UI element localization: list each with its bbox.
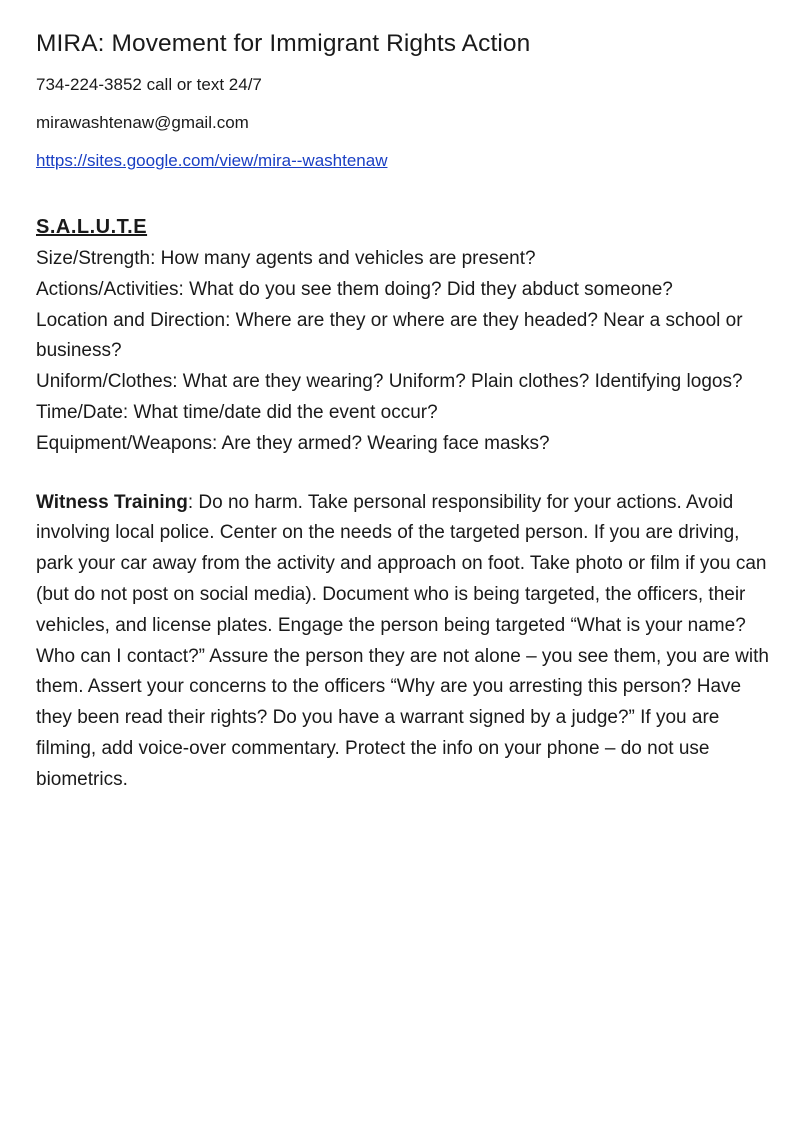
salute-item-actions: Actions/Activities: What do you see them doing? Did they abduct someone? xyxy=(36,278,673,300)
witness-training-text: : Do no harm. Take personal responsibility for your actions. Avoid involving local police. Center on the needs of the targeted person. If you are driving, park your car away from the activity and approach on foot. Take photo or film if you can (but do not post on social media). Document who is being targeted, the officers, their vehicles, and license plates. Engage the person being targeted “What is your name? Who can I contact?” Assure the person they are not alone – you see them, you are with them. Assert your concerns to the officers “Why are you arresting this person? Have they been read their rights? Do you have a warrant signed by a judge?” If you are filming, add voice-over commentary. Protect the info on your phone – do not use biometrics. xyxy=(36,491,769,790)
salute-item-equipment: Equipment/Weapons: Are they armed? Wearing face masks? xyxy=(36,432,550,454)
salute-item-uniform: Uniform/Clothes: What are they wearing? Uniform? Plain clothes? Identifying logos? xyxy=(36,371,743,393)
email-address: mirawashtenaw@gmail.com xyxy=(36,113,249,132)
phone-number: 734-224-3852 call or text 24/7 xyxy=(36,75,262,94)
witness-training-heading: Witness Training xyxy=(36,491,188,513)
salute-item-time: Time/Date: What time/date did the event occur? xyxy=(36,401,438,423)
salute-item-size: Size/Strength: How many agents and vehicles are present? xyxy=(36,248,536,269)
section-spacer-2 xyxy=(36,460,776,488)
website-line xyxy=(36,142,776,180)
document-page xyxy=(36,28,776,796)
organization-title: MIRA: Movement for Immigrant Rights Action xyxy=(36,30,531,57)
witness-training-paragraph xyxy=(36,488,776,796)
salute-heading: S.A.L.U.T.E xyxy=(36,216,148,238)
section-spacer xyxy=(36,180,776,214)
website-link[interactable]: https://sites.google.com/view/mira--washtenaw xyxy=(36,151,388,170)
salute-item-location: Location and Direction: Where are they or where are they headed? Near a school or business? xyxy=(36,309,743,362)
